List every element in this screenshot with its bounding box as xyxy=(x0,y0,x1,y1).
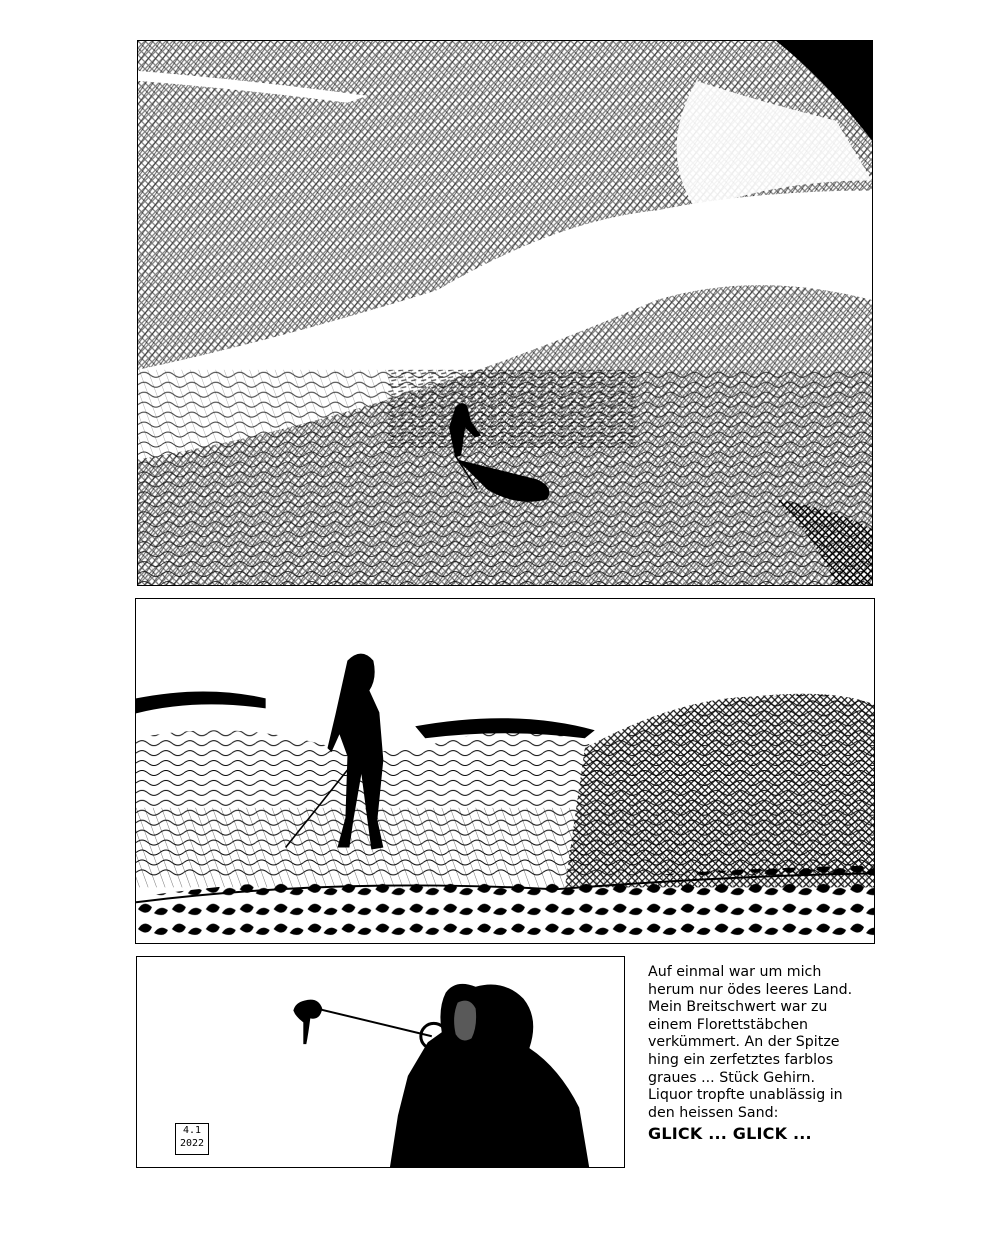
closeup-illustration xyxy=(137,957,624,1167)
caption-line: Liquor tropfte unablässig in xyxy=(648,1087,843,1104)
dunes-illustration xyxy=(136,599,874,943)
caption-line: verkümmert. An der Spitze xyxy=(648,1034,840,1051)
caption-line: Auf einmal war um mich xyxy=(648,964,822,980)
caption-line: hing ein zerfetztes farblos xyxy=(648,1051,834,1068)
signature-day-month: 4.1 xyxy=(182,1125,202,1136)
comic-panel-3-closeup xyxy=(136,956,625,1168)
caption-line: herum nur ödes leeres Land. xyxy=(648,981,853,998)
comic-panel-2-swordsman-on-dunes xyxy=(135,598,875,944)
caption-line: graues ... Stück Gehirn. xyxy=(648,1069,816,1086)
sound-effect-text: GLICK ... GLICK ... xyxy=(648,1124,812,1144)
comic-panel-1-desert-overview xyxy=(137,40,873,586)
caption-line: Mein Breitschwert war zu xyxy=(648,999,828,1016)
signature-year: 2022 xyxy=(179,1138,205,1149)
artist-date-signature xyxy=(175,1123,209,1155)
narration-caption xyxy=(648,964,883,1145)
desert-landscape-illustration xyxy=(138,41,872,585)
caption-line: den heissen Sand: xyxy=(648,1104,779,1121)
caption-line: einem Florettstäbchen xyxy=(648,1016,809,1033)
